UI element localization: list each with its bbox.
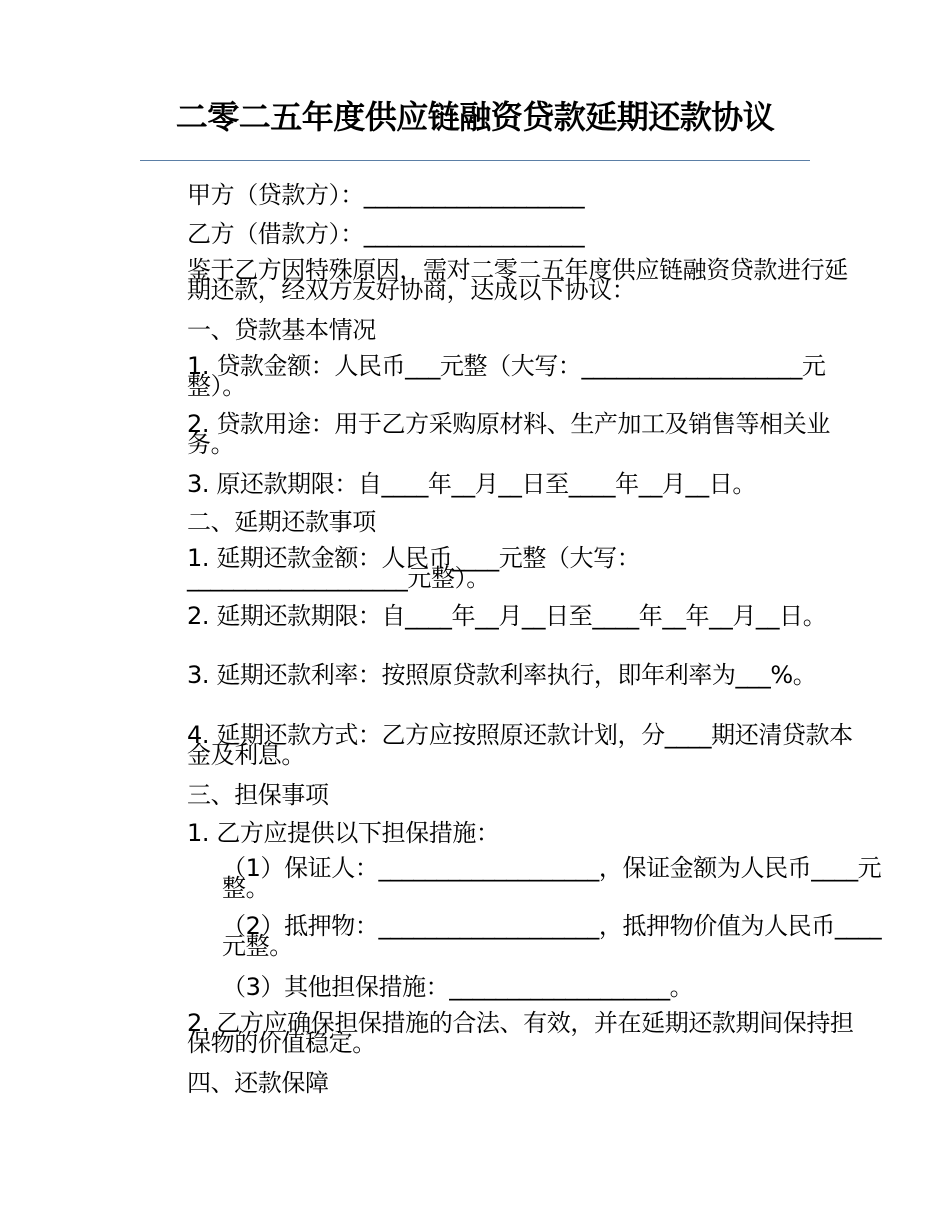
extension-amount-clause: 1. 延期还款金额：人民币____元整（大写：___________________元整）。 xyxy=(187,544,641,592)
collateral-clause: （2）抵押物：___________________，抵押物价值为人民币____元整。 xyxy=(222,912,882,960)
section-4-heading: 四、还款保障 xyxy=(187,1069,329,1097)
title-divider xyxy=(140,160,810,161)
guarantee-validity-clause: 2. 乙方应确保担保措施的合法、有效，并在延期还款期间保持担保物的价值稳定。 xyxy=(187,1009,854,1057)
section-1-heading: 一、贷款基本情况 xyxy=(187,316,376,344)
preamble-paragraph: 鉴于乙方因特殊原因，需对二零二五年度供应链融资贷款进行延期还款，经双方友好协商，达成以下协议： xyxy=(187,256,848,304)
party-b-line: 乙方（借款方）：___________________ xyxy=(187,220,585,248)
other-guarantee-clause: （3）其他担保措施：___________________。 xyxy=(222,973,694,1001)
loan-purpose-clause: 2. 贷款用途：用于乙方采购原材料、生产加工及销售等相关业务。 xyxy=(187,410,830,458)
document-title: 二零二五年度供应链融资贷款延期还款协议 xyxy=(175,98,775,136)
loan-amount-clause: 1. 贷款金额：人民币___元整（大写：___________________元整）。 xyxy=(187,352,826,400)
original-term-clause: 3. 原还款期限：自____年__月__日至____年__月__日。 xyxy=(187,470,756,498)
guarantee-intro-clause: 1. 乙方应提供以下担保措施： xyxy=(187,819,500,847)
extension-rate-clause: 3. 延期还款利率：按照原贷款利率执行，即年利率为___%。 xyxy=(187,661,817,689)
guarantor-clause: （1）保证人：___________________，保证金额为人民币____元整。 xyxy=(222,854,882,902)
party-a-line: 甲方（贷款方）：___________________ xyxy=(187,181,585,209)
repayment-method-clause: 4. 延期还款方式：乙方应按照原还款计划，分____期还清贷款本金及利息。 xyxy=(187,721,853,769)
extension-term-clause: 2. 延期还款期限：自____年__月__日至____年__年__月__日。 xyxy=(187,602,827,630)
section-2-heading: 二、延期还款事项 xyxy=(187,508,376,536)
section-3-heading: 三、担保事项 xyxy=(187,781,329,809)
